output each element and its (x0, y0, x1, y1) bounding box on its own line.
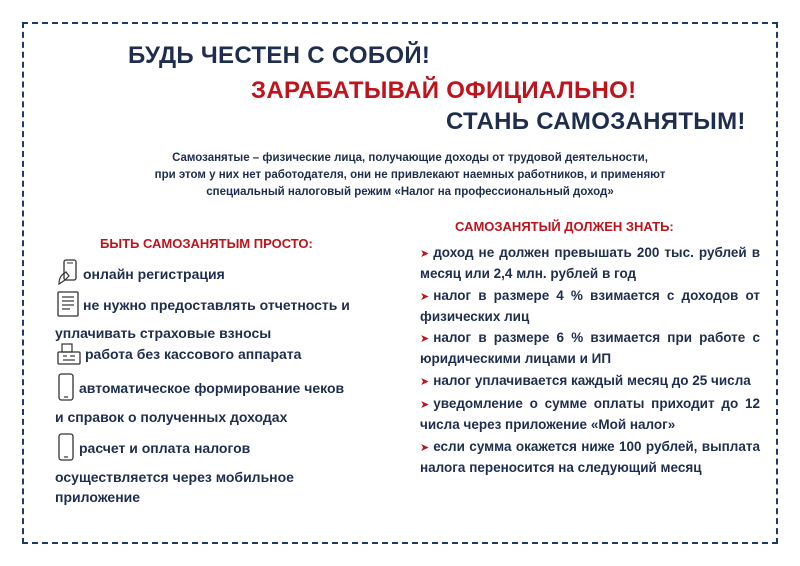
left-item-text-2: уплачивать страховые взносы (55, 325, 272, 341)
intro-lead: Самозанятые – (172, 152, 260, 164)
left-item-text: расчет и оплата налогов (79, 440, 251, 457)
hand-phone-icon (55, 258, 81, 293)
left-item-text-3: приложение (55, 489, 141, 505)
list-item: ➤ налог в размере 6 % взимается при работе с юридическими лицами и ИП (420, 330, 760, 366)
headline-line-2: ЗАРАБАТЫВАЙ ОФИЦИАЛЬНО! (251, 77, 637, 104)
left-item-reporting (55, 290, 350, 343)
intro-text-3: специальный налоговый режим «Налог на профессиональный доход» (206, 186, 614, 198)
arrow-bullet-icon: ➤ (420, 333, 430, 345)
smartphone-icon (55, 372, 77, 407)
arrow-bullet-icon: ➤ (420, 375, 430, 388)
left-item-text-2: осуществляется через мобильное (55, 469, 294, 485)
list-item: ➤ налог уплачивается каждый месяц до 25 числа (420, 372, 751, 388)
intro-text-2: при этом у них нет работодателя, они не привлекают наемных работников, и применяют (154, 169, 666, 181)
arrow-bullet-icon: ➤ (420, 248, 430, 260)
left-item-text: онлайн регистрация (83, 266, 225, 283)
left-item-text: автоматическое формирование чеков (79, 380, 345, 397)
left-item-text: не нужно предоставлять отчетность и (83, 297, 350, 314)
list-item: ➤ налог в размере 4 % взимается с доходов от физических лиц (420, 287, 760, 324)
left-item-cash-register (55, 340, 301, 371)
headline-line-1: БУДЬ ЧЕСТЕН С СОБОЙ! (128, 42, 431, 69)
arrow-bullet-icon: ➤ (420, 399, 430, 411)
list-item: ➤ доход не должен превышать 200 тыс. рублей в месяц или 2,4 млн. рублей в год (420, 245, 760, 281)
intro-paragraph (130, 150, 690, 201)
rules-list (420, 243, 760, 479)
left-item-registration (55, 258, 225, 293)
left-section-title: БЫТЬ САМОЗАНЯТЫМ ПРОСТО: (100, 236, 313, 251)
left-item-tax-payment (55, 432, 294, 507)
list-item: ➤ уведомление о сумме оплаты приходит до 12 числа через приложение «Мой налог» (420, 396, 760, 432)
arrow-bullet-icon: ➤ (420, 290, 430, 303)
cash-register-icon (55, 340, 83, 371)
smartphone-icon (55, 432, 77, 467)
left-item-text-2: и справок о полученных доходах (55, 409, 288, 425)
intro-text-1: физические лица, получающие доходы от трудовой деятельности, (259, 152, 648, 164)
left-item-text: работа без кассового аппарата (85, 346, 302, 363)
left-item-receipts (55, 372, 344, 427)
document-icon (55, 290, 81, 323)
headline-line-3: СТАНЬ САМОЗАНЯТЫМ! (446, 108, 746, 135)
list-item: ➤ если сумма окажется ниже 100 рублей, выплата налога переносится на следующий месяц (420, 438, 760, 475)
arrow-bullet-icon: ➤ (420, 441, 430, 454)
right-section-title: САМОЗАНЯТЫЙ ДОЛЖЕН ЗНАТЬ: (455, 219, 674, 234)
